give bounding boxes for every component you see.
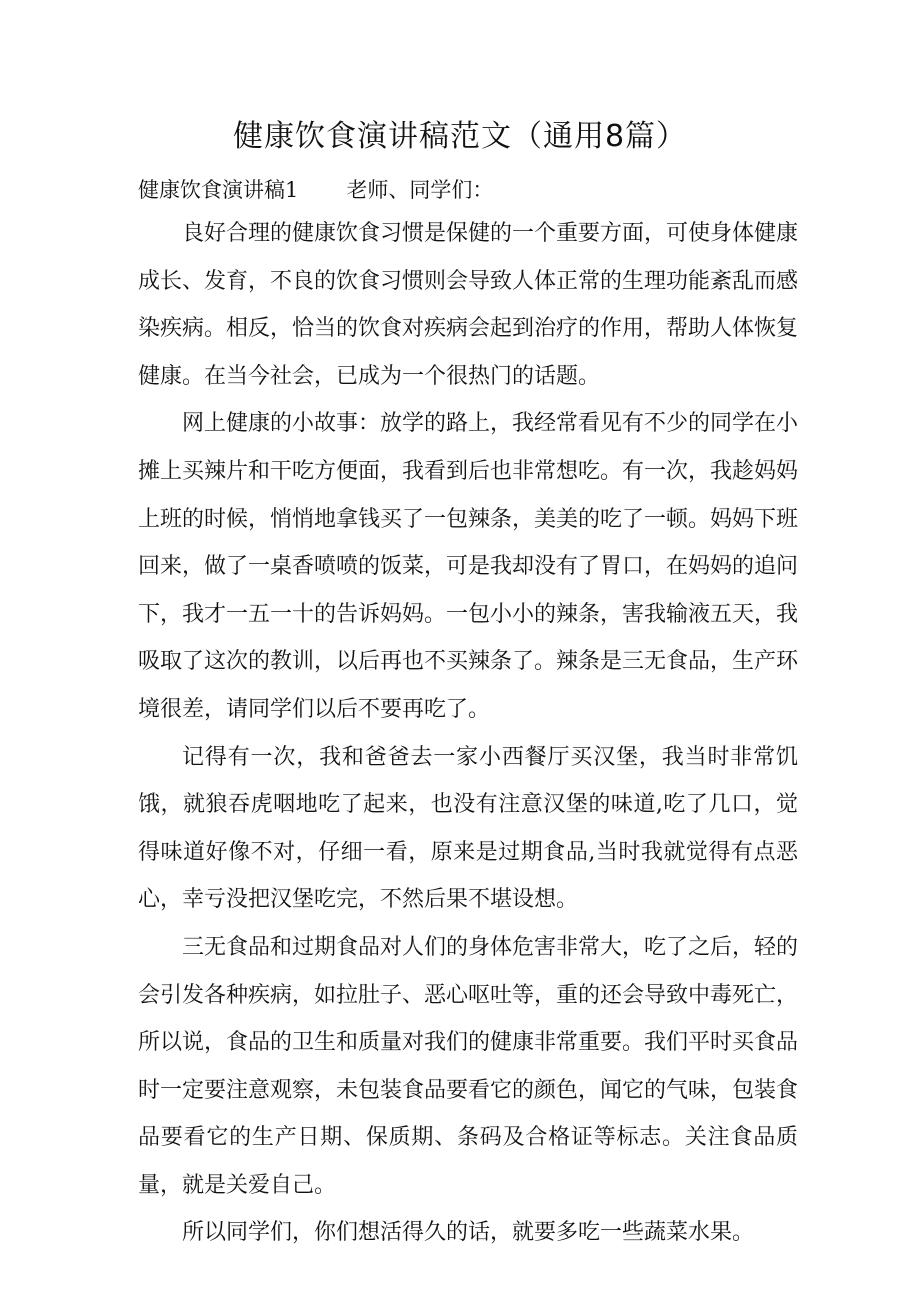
greeting: 老师、同学们： xyxy=(346,178,494,202)
paragraph-2: 网上健康的小故事：放学的路上，我经常看见有不少的同学在小摊上买辣片和干吃方便面，我看到后也非常想吃。有一次，我趁妈妈上班的时候，悄悄地拿钱买了一包辣条，美美的吃了一顿。妈妈下班回来，做了一桌香喷喷的饭菜，可是我却没有了胃口，在妈妈的追问下，我才一五一十的告诉妈妈。一包小小的辣条，害我输液五天，我吸取了这次的教训，以后再也不买辣条了。辣条是三无食品，生产环境很差，请同学们以后不要再吃了。 xyxy=(138,411,799,722)
document-title: 健康饮食演讲稿范文（通用8篇） xyxy=(232,119,688,154)
paragraph-4: 三无食品和过期食品对人们的身体危害非常大，吃了之后，轻的会引发各种疾病，如拉肚子、恶心呕吐等，重的还会导致中毒死亡，所以说，食品的卫生和质量对我们的健康非常重要。我们平时买食品时一定要注意观察，未包装食品要看它的颜色，闻它的气味，包装食品要看它的生产日期、保质期、条码及合格证等标志。关注食品质量，就是关爱自己。 xyxy=(138,934,799,1198)
section-heading: 健康饮食演讲稿1 xyxy=(138,178,299,202)
paragraph-5: 所以同学们，你们想活得久的话，就要多吃一些蔬菜水果。 xyxy=(182,1220,755,1246)
paragraph-3: 记得有一次，我和爸爸去一家小西餐厅买汉堡，我当时非常饥饿，就狼吞虎咽地吃了起来，也没有注意汉堡的味道,吃了几口，觉得味道好像不对，仔细一看，原来是过期食品,当时我就觉得有点恶心，幸亏没把汉堡吃完，不然后果不堪设想。 xyxy=(138,744,798,913)
document-body xyxy=(138,210,798,1257)
section-heading-line xyxy=(138,170,493,210)
paragraph-1: 良好合理的健康饮食习惯是保健的一个重要方面，可使身体健康成长、发育，不良的饮食习惯则会导致人体正常的生理功能紊乱而感染疾病。相反，恰当的饮食对疾病会起到治疗的作用，帮助人体恢复健康。在当今社会，已成为一个很热门的话题。 xyxy=(138,221,799,389)
